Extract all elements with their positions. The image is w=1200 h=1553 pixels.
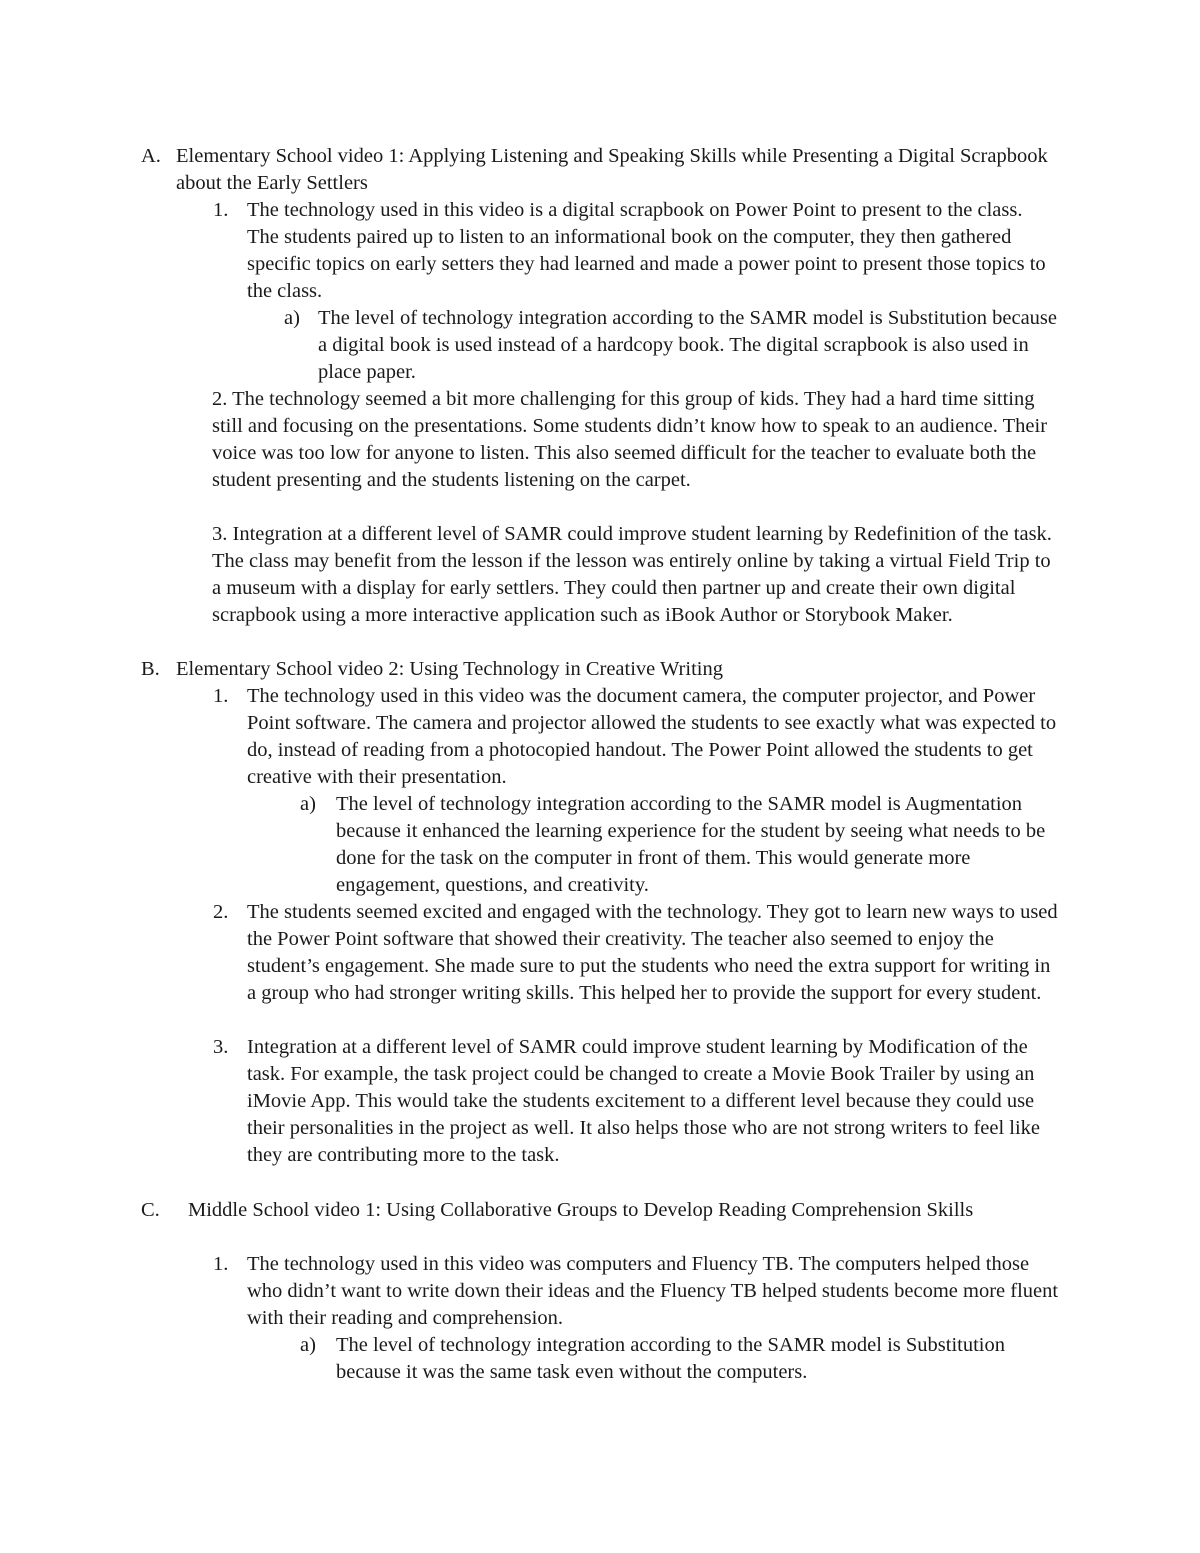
section-a-item-1a-text: The level of technology integration according to the SAMR model is Substitution because a digital book is used instead of a hardcopy book. The digital scrapbook is also used in place paper. — [318, 307, 1057, 383]
section-a-item-1 — [213, 197, 1059, 305]
section-a-paragraph-2-text: 2. The technology seemed a bit more challenging for this group of kids. They had a hard time sitting still and focusing on the presentations. Some students didn’t know how to speak to an audience. Their voice was too low for anyone to listen. This also seemed difficult for the teacher to evaluate both the student presenting and the students listening on the carpet. — [212, 388, 1048, 491]
section-a-heading — [141, 143, 1048, 197]
section-c-title: Middle School video 1: Using Collaborative Groups to Develop Reading Comprehension Skills — [188, 1199, 974, 1221]
section-a-paragraph-3-text: 3. Integration at a different level of SAMR could improve student learning by Redefinition of the task. The class may benefit from the lesson if the lesson was entirely online by taking a virtual Field Trip to a museum with a display for early settlers. They could then partner up and create their own digital scrapbook using a more interactive application such as iBook Author or Storybook Maker. — [212, 523, 1052, 626]
section-b-item-3 — [213, 1034, 1059, 1169]
section-b-letter: B. — [141, 658, 160, 680]
section-a-item-1-text: The technology used in this video is a digital scrapbook on Power Point to present to the class. The students paired up to listen to an informational book on the computer, they then gathered specific topics on early setters they had learned and made a power point to present those topics to the class. — [247, 199, 1046, 302]
section-a-letter: A. — [141, 145, 161, 167]
section-a-paragraph-3 — [212, 521, 1052, 629]
section-a-item-1a — [284, 305, 1058, 386]
section-b-item-1-number: 1. — [213, 685, 229, 707]
section-c-item-1 — [213, 1251, 1059, 1332]
section-b-item-1a-text: The level of technology integration according to the SAMR model is Augmentation because it enhanced the learning experience for the student by seeing what needs to be done for the task on the computer in front of them. This would generate more engagement, questions, and creativity. — [336, 793, 1046, 896]
section-a-paragraph-2 — [212, 386, 1052, 494]
section-c-item-1-number: 1. — [213, 1253, 229, 1275]
section-b-heading — [141, 656, 1048, 683]
section-c-letter: C. — [141, 1199, 160, 1221]
section-c-item-1a — [300, 1332, 1058, 1386]
section-b-item-3-number: 3. — [213, 1036, 229, 1058]
section-b-item-1a-marker: a) — [300, 793, 316, 815]
section-c-item-1a-text: The level of technology integration according to the SAMR model is Substitution because it was the same task even without the computers. — [336, 1334, 1005, 1383]
section-c-heading — [141, 1197, 1048, 1224]
section-b-title: Elementary School video 2: Using Technology in Creative Writing — [176, 658, 723, 680]
section-b-item-3-text: Integration at a different level of SAMR could improve student learning by Modification of the task. For example, the task project could be changed to create a Movie Book Trailer by using an iMovie App. This would take the students excitement to a different level because they could use their personalities in the project as well. It also helps those who are not strong writers to feel like they are contributing more to the task. — [247, 1036, 1041, 1166]
section-b-item-1-text: The technology used in this video was the document camera, the computer projector, and Power Point software. The camera and projector allowed the students to see exactly what was expected to do, instead of reading from a photocopied handout. The Power Point allowed the students to get creative with their presentation. — [247, 685, 1057, 788]
section-a-item-1a-marker: a) — [284, 307, 300, 329]
section-a-item-1-number: 1. — [213, 199, 229, 221]
section-b-item-2-number: 2. — [213, 901, 229, 923]
section-c-item-1a-marker: a) — [300, 1334, 316, 1356]
section-c-item-1-text: The technology used in this video was computers and Fluency TB. The computers helped those who didn’t want to write down their ideas and the Fluency TB helped students become more fluent with their reading and comprehension. — [247, 1253, 1059, 1329]
section-a-title: Elementary School video 1: Applying Listening and Speaking Skills while Presenting a Digital Scrapbook about the Early Settlers — [176, 145, 1048, 194]
section-b-item-1 — [213, 683, 1059, 791]
section-b-item-2-text: The students seemed excited and engaged with the technology. They got to learn new ways to used the Power Point software that showed their creativity. The teacher also seemed to enjoy the student’s engagement. She made sure to put the students who need the extra support for writing in a group who had stronger writing skills. This helped her to provide the support for every student. — [247, 901, 1058, 1004]
section-b-item-2 — [213, 899, 1059, 1007]
section-b-item-1a — [300, 791, 1058, 899]
